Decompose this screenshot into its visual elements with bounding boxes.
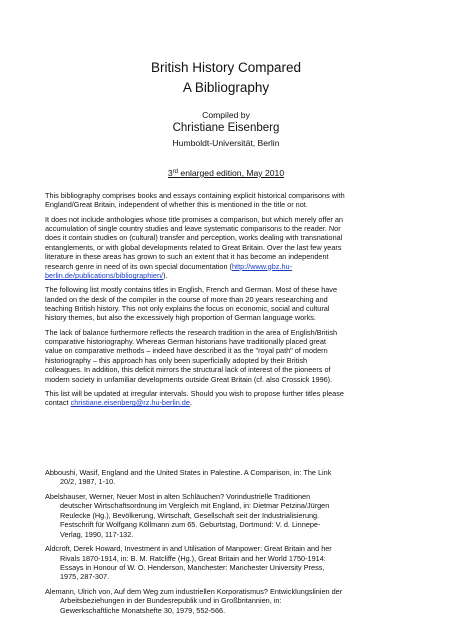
edition-suffix: rd: [172, 169, 179, 175]
gbz-bibliography-link[interactable]: http://www.gbz.hu-: [232, 261, 293, 271]
intro-paragraph-5: This list will be updated at irregular intervals. Should you wish to propose further titles please contact christiane.eisenberg@rz.hu-berlin.de.: [45, 388, 344, 408]
edition-text: enlarged edition, May 2010: [178, 168, 285, 178]
contact-email-link[interactable]: christiane.eisenberg@rz.hu-berlin.de: [70, 398, 190, 408]
author-affiliation: Humboldt-Universität, Berlin: [172, 138, 280, 148]
edition-line: [0, 168, 452, 178]
bibliography-entry: Abboushi, Wasif, England and the United States in Palestine. A Comparison, in: The Link 20/2, 1987, 1-10.: [45, 468, 332, 487]
bibliography-entry: Aldcroft, Derek Howard, Investment in and Utilisation of Manpower: Great Britain and her Rivals 1870-1914, in: B. M. Ratcliffe (Hg.), Great Britain and her World 1750-1914: Essays in Honour of W. O. Henderson, Manchester: Manchester University Press, 1975, 287-307.: [45, 544, 332, 582]
intro-paragraph-1: This bibliography comprises books and essays containing explicit historical comparisons with England/Great Britain, independent of whether this is mentioned in the title or not.: [45, 191, 345, 210]
bibliography-entry: Abelshauser, Werner, Neuer Most in alten Schläuchen? Vorindustrielle Traditionen deutscher Wirtschaftsordnung im Vergleich mit England, in: Dietmar Petzina/Jürgen Reulecke (Hg.), Bevölkerung, Wirtschaft, Gesellschaft seit der Industrialisierung. Festschrift für Wolfgang Köllmann zum 65. Geburtstag, Dortmund: V. d. Linnepe- Verlag, 1990, 117-132.: [45, 492, 330, 539]
intro-paragraph-4: The lack of balance furthermore reflects the research tradition in the area of English/British comparative historiography. Whereas German historians have traditionally placed great value on comparative methods – indeed have described it as the "royal path" of modern historiography – this approach has only been superficially adopted by their British colleagues. In addition, this deficit mirrors the structural lack of interest of the pioneers of modern society in unfamiliar developments outside Great Britain (cf. also Crossick 1996).: [45, 327, 338, 384]
edition-number: 3: [167, 168, 173, 178]
gbz-bibliography-link-continued[interactable]: berlin.de/publications/bibliographien/: [45, 271, 164, 281]
bibliography-entry: Alemann, Ulrich von, Auf dem Weg zum industriellen Korporatismus? Entwicklungslinien der Arbeitsbeziehungen in der Bundesrepublik und in Großbritannien, in: Gewerkschaftliche Monatshefte 30, 1979, 552-566.: [45, 587, 343, 615]
introduction: [45, 191, 410, 413]
intro-paragraph-2: It does not include anthologies whose title promises a comparison, but which merely offer an accumulation of single country studies and leave systematic comparisons to the reader. Nor does it contain studies on (cultural) transfer and perception, works dealing with transnational entanglements, or with global developments related to Great Britain. Over the last few years literature in these areas has grown to such an extent that it has become an independent research genre in need of its own special documentation (http://www.gbz.hu- berlin.de/publications/bibliographien/).: [45, 214, 343, 281]
bibliography-list: [45, 468, 415, 620]
author-name: Christiane Eisenberg: [172, 122, 280, 134]
document-title: British History Compared: [150, 60, 302, 75]
compiled-by-label: Compiled by: [202, 110, 250, 120]
intro-paragraph-3: The following list mostly contains titles in English, French and German. Most of these have landed on the desk of the compiler in the course of more than 20 years researching and teaching British history. This not only explains the focus on economic, social and cultural history themes, but also the excessively high proportion of German language works.: [45, 285, 338, 323]
document-subtitle: A Bibliography: [182, 80, 270, 95]
